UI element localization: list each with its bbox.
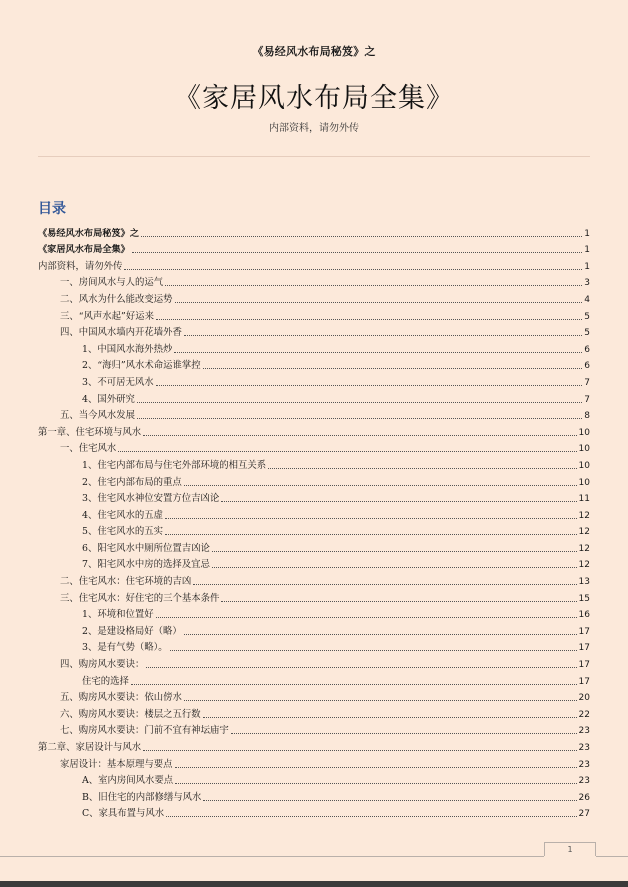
toc-entry[interactable] — [38, 638, 590, 655]
toc-entry-page: 16 — [578, 610, 590, 621]
toc-entry-title: 第一章、住宅环境与风水 — [38, 426, 142, 438]
toc-dot-leader — [143, 435, 576, 436]
toc-entry-page: 26 — [578, 792, 590, 803]
toc-entry-title: 4、住宅风水的五虚 — [82, 509, 163, 521]
toc-dot-leader — [141, 236, 582, 237]
toc-entry-page: 12 — [578, 560, 590, 571]
toc-entry-title: C、家具布置与风水 — [82, 808, 165, 820]
toc-dot-leader — [137, 402, 582, 403]
toc-entry-page: 7 — [584, 377, 590, 388]
toc-entry-title: 六、购房风水要诀：楼层之五行数 — [60, 708, 201, 720]
toc-entry[interactable] — [38, 605, 590, 622]
toc-entry-page: 4 — [584, 294, 590, 305]
toc-entry-page: 23 — [578, 776, 590, 787]
toc-dot-leader — [156, 617, 577, 618]
toc-entry-page: 13 — [578, 577, 590, 588]
toc-entry[interactable] — [38, 455, 590, 472]
toc-dot-leader — [137, 418, 582, 419]
toc-entry-page: 17 — [578, 660, 590, 671]
toc-entry-page: 10 — [578, 477, 590, 488]
toc-entry-page: 12 — [578, 543, 590, 554]
toc-entry-title: 五、购房风水要诀：依山傍水 — [60, 692, 182, 704]
toc-dot-leader — [165, 534, 577, 535]
toc-entry[interactable] — [38, 621, 590, 638]
toc-entry-page: 20 — [578, 693, 590, 704]
toc-entry-title: 《家居风水布局全集》 — [38, 244, 130, 256]
toc-entry-title: 内部资料，请勿外传 — [38, 260, 123, 272]
toc-entry[interactable] — [38, 588, 590, 605]
toc-dot-leader — [165, 518, 577, 519]
toc-entry-title: 4、国外研究 — [82, 393, 135, 405]
toc-entry[interactable] — [38, 671, 590, 688]
toc-entry[interactable] — [38, 306, 590, 323]
toc-dot-leader — [221, 601, 576, 602]
toc-entry-title: B、旧住宅的内部修缮与风水 — [82, 791, 202, 803]
toc-entry[interactable] — [38, 804, 590, 821]
toc-entry[interactable] — [38, 389, 590, 406]
toc-entry-title: 1、住宅内部布局与住宅外部环境的相互关系 — [82, 459, 267, 471]
toc-entry-page: 11 — [578, 494, 590, 505]
toc-dot-leader — [174, 352, 582, 353]
toc-entry-title: A、室内房间风水要点 — [82, 775, 174, 787]
toc-entry-page: 12 — [578, 510, 590, 521]
toc-entry-page: 6 — [584, 361, 590, 372]
viewer-bottom-bar — [0, 881, 628, 887]
toc-entry-title: 《易经风水布局秘笈》之 — [38, 227, 140, 239]
toc-entry[interactable] — [38, 654, 590, 671]
toc-entry[interactable] — [38, 439, 590, 456]
toc-entry[interactable] — [38, 505, 590, 522]
toc-dot-leader — [184, 485, 577, 486]
toc-entry[interactable] — [38, 323, 590, 340]
toc-dot-leader — [143, 750, 576, 751]
toc-entry-title: 3、住宅风水神位安置方位吉凶论 — [82, 493, 220, 505]
toc-entry[interactable] — [38, 754, 590, 771]
page-number: 1 — [544, 842, 596, 856]
toc-dot-leader — [156, 319, 582, 320]
toc-entry-title: 3、是有气势（略）。 — [82, 642, 168, 654]
toc-dot-leader — [124, 269, 582, 270]
toc-entry[interactable] — [38, 771, 590, 788]
toc-entry-page: 23 — [578, 726, 590, 737]
toc-entry-title: 第二章、家居设计与风水 — [38, 742, 142, 753]
toc-dot-leader — [193, 584, 576, 585]
toc-entry[interactable] — [38, 256, 590, 273]
toc-entry[interactable] — [38, 273, 590, 290]
toc-entry[interactable] — [38, 406, 590, 423]
toc-dot-leader — [175, 783, 576, 784]
toc-entry-title: 四、中国风水墙内开花墙外香 — [60, 327, 182, 339]
toc-entry-title: 四、购房风水要诀： — [60, 659, 145, 671]
toc-entry-title: 1、环境和位置好 — [82, 609, 154, 621]
toc-entry-title: 6、阳宅风水中厕所位置吉凶论 — [82, 542, 210, 554]
toc-entry-page: 22 — [578, 709, 590, 720]
toc-entry-page: 17 — [578, 643, 590, 654]
toc-entry[interactable] — [38, 372, 590, 389]
toc-dot-leader — [175, 767, 577, 768]
toc-entry[interactable] — [38, 522, 590, 539]
toc-dot-leader — [118, 451, 576, 452]
toc-entry-title: 三、“风声水起”好运来 — [60, 310, 154, 322]
toc-entry[interactable] — [38, 472, 590, 489]
toc-entry-page: 23 — [578, 759, 590, 770]
toc-entry-title: 七、购房风水要诀：门前不宜有神坛庙宇 — [60, 725, 229, 737]
toc-entry-title: 家居设计：基本原理与要点 — [60, 758, 173, 770]
toc-entry-page: 17 — [578, 626, 590, 637]
toc-dot-leader — [132, 252, 582, 253]
toc-entry-title: 1、中国风水海外热炒 — [82, 343, 173, 355]
toc-entry-page: 1 — [584, 228, 590, 239]
toc-entry[interactable] — [38, 555, 590, 572]
table-of-contents — [38, 223, 590, 820]
toc-entry-page: 3 — [584, 278, 590, 289]
toc-dot-leader — [212, 567, 577, 568]
toc-entry-title: 二、住宅风水：住宅环境的吉凶 — [60, 576, 192, 588]
toc-entry-page: 12 — [578, 527, 590, 538]
toc-entry[interactable] — [38, 422, 590, 439]
toc-entry-page: 10 — [578, 427, 590, 438]
toc-entry-page: 7 — [584, 394, 590, 405]
header-divider — [38, 156, 590, 157]
toc-entry-title: 3、不可居无风水 — [82, 376, 154, 388]
toc-entry[interactable] — [38, 704, 590, 721]
toc-dot-leader — [203, 800, 576, 801]
toc-entry-title: 一、住宅风水 — [60, 443, 117, 455]
toc-dot-leader — [184, 335, 582, 336]
toc-entry-page: 10 — [578, 444, 590, 455]
toc-entry[interactable] — [38, 571, 590, 588]
toc-entry-page: 8 — [584, 411, 590, 422]
toc-dot-leader — [166, 816, 576, 817]
toc-dot-leader — [146, 667, 576, 668]
toc-entry-title: 2、住宅内部布局的重点 — [82, 476, 182, 488]
toc-entry[interactable] — [38, 737, 590, 754]
toc-entry-page: 5 — [584, 311, 590, 322]
toc-entry[interactable] — [38, 538, 590, 555]
toc-entry-title: 五、当今风水发展 — [60, 410, 136, 422]
toc-entry-page: 17 — [578, 676, 590, 687]
toc-entry-page: 23 — [578, 743, 590, 753]
toc-entry-page: 15 — [578, 593, 590, 604]
toc-entry[interactable] — [38, 240, 590, 257]
toc-entry[interactable] — [38, 339, 590, 356]
footer-divider — [0, 856, 544, 857]
toc-entry-title: 7、阳宅风水中房的选择及宜忌 — [82, 559, 210, 571]
toc-entry-title: 住宅的选择 — [82, 675, 129, 687]
toc-entry[interactable] — [38, 489, 590, 506]
document-note: 内部资料，请勿外传 — [269, 123, 359, 134]
toc-entry-page: 5 — [584, 328, 590, 339]
toc-dot-leader — [221, 501, 576, 502]
toc-dot-leader — [170, 650, 577, 651]
toc-entry[interactable] — [38, 721, 590, 738]
toc-entry-title: 2、是建设格局好（略） — [82, 625, 182, 637]
toc-heading: 目录 — [38, 201, 66, 217]
toc-dot-leader — [156, 385, 583, 386]
toc-dot-leader — [203, 717, 577, 718]
toc-entry[interactable] — [38, 289, 590, 306]
document-subtitle: 《易经风水布局秘笈》之 — [252, 45, 376, 58]
toc-entry-title: 5、住宅风水的五实 — [82, 526, 163, 538]
toc-entry[interactable] — [38, 688, 590, 705]
toc-dot-leader — [268, 468, 576, 469]
toc-entry[interactable] — [38, 356, 590, 373]
toc-entry-title: 三、住宅风水：好住宅的三个基本条件 — [60, 592, 220, 604]
toc-dot-leader — [165, 285, 582, 286]
toc-entry[interactable] — [38, 223, 590, 240]
toc-entry-title: 2、“海归”风水术命运谁掌控 — [82, 360, 201, 372]
footer-divider-right — [596, 856, 628, 857]
toc-dot-leader — [175, 302, 583, 303]
toc-entry-page: 10 — [578, 460, 590, 471]
toc-entry-page: 1 — [584, 261, 590, 272]
toc-dot-leader — [131, 684, 577, 685]
toc-dot-leader — [212, 551, 577, 552]
toc-entry-page: 27 — [578, 809, 590, 820]
toc-dot-leader — [203, 368, 583, 369]
toc-entry-page: 6 — [584, 344, 590, 355]
document-title: 《家居风水布局全集》 — [174, 83, 454, 114]
toc-entry-page: 1 — [584, 245, 590, 256]
toc-entry-title: 二、风水为什么能改变运势 — [60, 293, 173, 305]
toc-entry[interactable] — [38, 787, 590, 804]
toc-dot-leader — [184, 634, 577, 635]
toc-dot-leader — [184, 700, 577, 701]
toc-dot-leader — [231, 733, 577, 734]
toc-entry-title: 一、房间风水与人的运气 — [60, 277, 164, 289]
